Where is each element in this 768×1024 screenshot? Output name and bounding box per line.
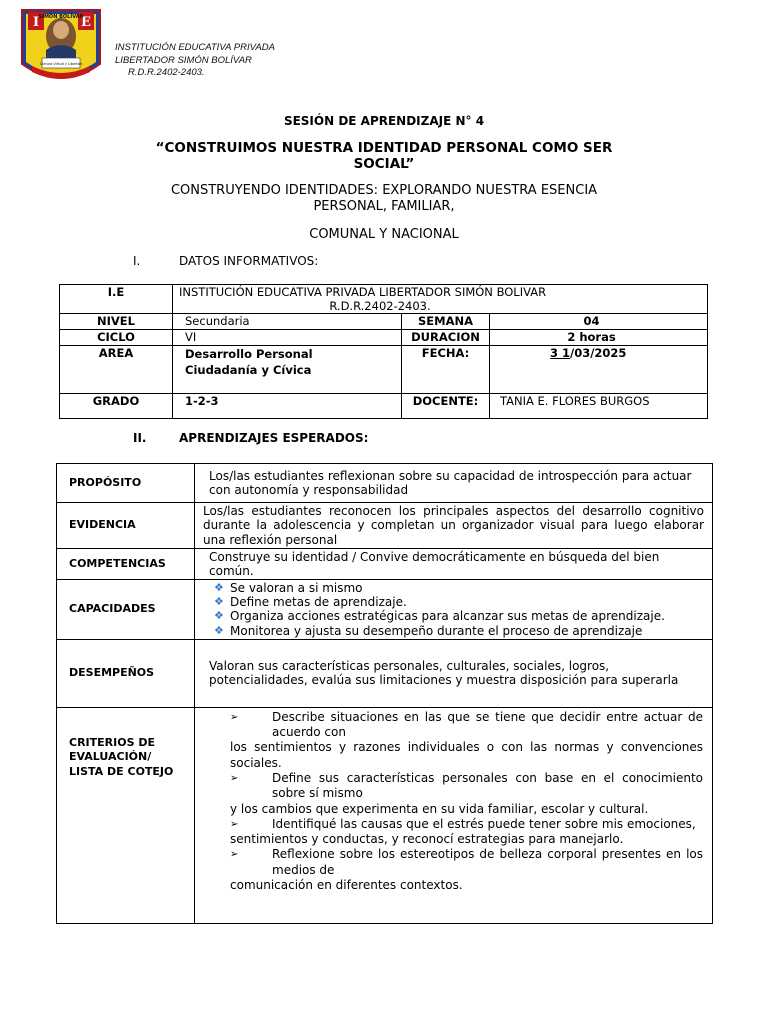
section-title: DATOS INFORMATIVOS: [179,254,319,268]
nivel-label: NIVEL [60,314,173,330]
diamond-bullet-icon: ❖ [214,623,224,637]
list-item: ❖ Organiza acciones estratégicas para alcanzar sus metas de aprendizaje. [214,609,665,624]
list-item: ➢ Define sus características personales con base en el conocimiento sobre sí mismo y los cambios que experimenta en su vida familiar, escolar y cultural. [230,771,703,816]
session-number: SESIÓN DE APRENDIZAJE N° 4 [283,114,485,128]
school-rdr-line: R.D.R.2402-2403. [128,67,205,78]
docente-value: TANIA E. FLORES BURGOS [490,394,708,419]
session-subtitle: CONSTRUYENDO IDENTIDADES: EXPLORANDO NUESTRA ESENCIA PERSONAL, FAMILIAR, [170,183,598,214]
section-number: II. [133,431,147,445]
diamond-bullet-icon: ❖ [214,609,224,623]
list-item: ❖ Se valoran a si mismo [214,581,363,595]
competencias-value: Construye su identidad / Convive democráticamente en búsqueda del bien común. [195,549,713,580]
school-name-line2: LIBERTADOR SIMÓN BOLÍVAR [115,54,252,66]
diamond-bullet-icon: ❖ [214,595,224,609]
section-number: I. [133,254,141,268]
evidencia-label: EVIDENCIA [57,503,195,549]
nivel-value: Secundaria [173,314,402,330]
arrow-bullet-icon: ➢ [230,818,239,830]
logo-name-text: SIMÓN BOLÍVAR [38,14,84,20]
expected-learning-table [56,463,713,924]
capacidades-list [195,580,713,640]
section-title: APRENDIZAJES ESPERADOS: [179,431,369,445]
ciclo-label: CICLO [60,330,173,346]
fecha-day: 3 1 [550,346,571,360]
informative-data-table [59,284,708,419]
proposito-value: Los/las estudiantes reflexionan sobre su capacidad de introspección para actuar con autonomía y responsabilidad [195,464,713,503]
docente-label: DOCENTE: [402,394,490,419]
desempenos-value: Valoran sus características personales, culturales, sociales, logros, potencialidades, evalúa sus limitaciones y muestra disposición para superarla [195,639,713,707]
ie-label: I.E [60,285,173,314]
ciclo-value: VI [173,330,402,346]
school-header-text [115,42,275,80]
ie-value-line2: R.D.R.2402-2403. [329,299,431,313]
arrow-bullet-icon: ➢ [230,773,239,784]
ie-value-line1: INSTITUCIÓN EDUCATIVA PRIVADA LIBERTADOR SIMÓN BOLIVAR [179,285,547,299]
duracion-value: 2 horas [490,330,708,346]
school-name-line1: INSTITUCIÓN EDUCATIVA PRIVADA [115,42,275,53]
semana-value: 04 [490,314,708,330]
duracion-label: DURACION [402,330,490,346]
fecha-label: FECHA: [402,346,490,394]
diamond-bullet-icon: ❖ [214,581,224,594]
section-heading-datos [133,254,318,268]
svg-text:I: I [32,15,40,30]
list-item: ➢ Identifiqué las causas que el estrés puede tener sobre mis emociones, sentimientos y conductas, y reconocí estrategias para manejarlo. [230,816,696,847]
evidencia-value: Los/las estudiantes reconocen los principales aspectos del desarrollo cognitivo durante la adolescencia y completan un organizador visual para luego elaborar una reflexión personal [195,503,713,549]
criterios-label: CRITERIOS DE EVALUACIÓN/ LISTA DE COTEJO [57,707,195,923]
grado-value: 1-2-3 [173,394,402,419]
desempenos-label: DESEMPEÑOS [57,639,195,707]
arrow-bullet-icon: ➢ [230,849,239,861]
area-value: Desarrollo Personal Ciudadanía y Cívica [173,346,402,394]
school-crest-logo [18,6,104,88]
svg-text:E: E [81,15,91,30]
list-item: ➢ Describe situaciones en las que se tiene que decidir entre actuar de acuerdo con los sentimientos y razones individuales o con las normas y convenciones sociales. [230,709,703,770]
arrow-bullet-icon: ➢ [230,711,239,723]
criterios-list [195,707,713,923]
list-item: ❖ Define metas de aprendizaje. [214,595,407,610]
list-item: ❖ Monitorea y ajusta su desempeño durante el proceso de aprendizaje [214,623,643,638]
section-heading-aprendizajes [133,431,368,445]
ie-value [173,285,708,314]
session-title: “CONSTRUIMOS NUESTRA IDENTIDAD PERSONAL COMO SER SOCIAL” [155,140,613,172]
fecha-value [490,346,708,394]
fecha-month-year: /03/2025 [570,346,627,360]
grado-label: GRADO [60,394,173,419]
logo-motto-text: Ciencia Virtud y Libertad [40,62,82,66]
semana-label: SEMANA [402,314,490,330]
competencias-label: COMPETENCIAS [57,549,195,580]
capacidades-label: CAPACIDADES [57,580,195,640]
list-item: ➢ Reflexione sobre los estereotipos de belleza corporal presentes en los medios de comunicación en diferentes contextos. [230,847,703,893]
proposito-label: PROPÓSITO [57,464,195,503]
area-label: AREA [60,346,173,394]
session-subtitle-line2: COMUNAL Y NACIONAL [309,227,459,242]
